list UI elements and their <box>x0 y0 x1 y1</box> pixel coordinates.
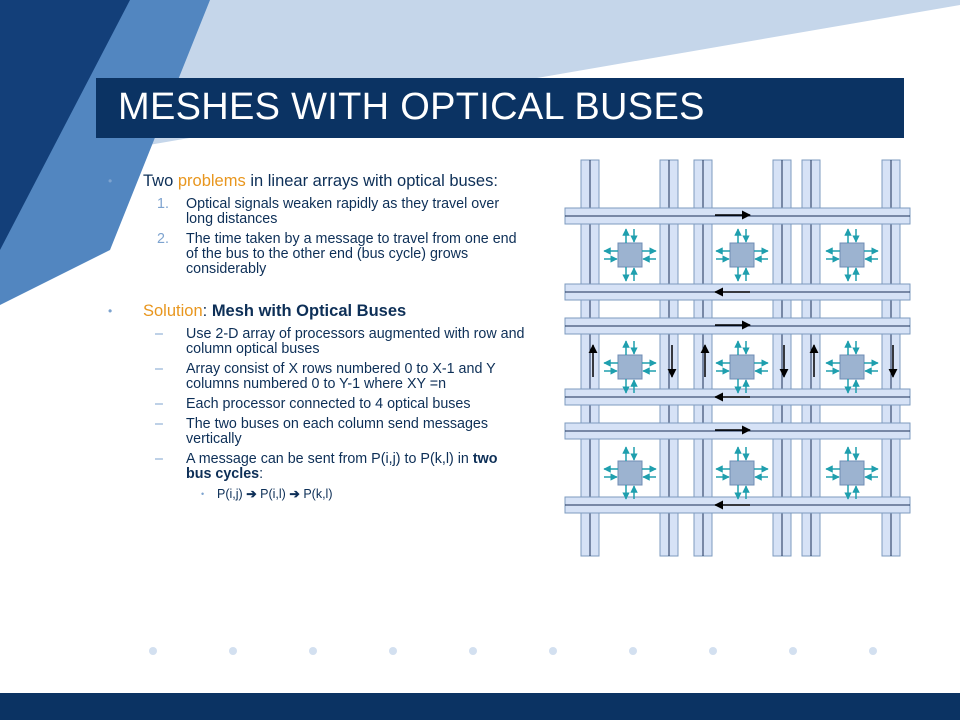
decorative-dots <box>149 647 877 655</box>
title-bar <box>96 78 904 138</box>
dash-item-4: – The two buses on each column send messages vertically <box>155 416 488 447</box>
numbered-item-1: 1. Optical signals weaken rapidly as they travel over long distances <box>157 196 500 227</box>
two-bus-cycles: two bus cycles <box>186 451 498 482</box>
optical-bus-mesh-diagram <box>560 155 920 565</box>
processor-square <box>840 243 864 267</box>
processor-node <box>826 341 878 393</box>
processor-node <box>716 341 768 393</box>
processor-node <box>604 341 656 393</box>
bullet-dot: • <box>108 174 113 188</box>
processor-node <box>716 229 768 281</box>
dash-item-2: – Array consist of X rows numbered 0 to X-1 and Y columns numbered 0 to Y-1 where XY =n <box>155 361 496 392</box>
highlight-problems: problems <box>177 172 246 190</box>
dash-item-1: – Use 2-D array of processors augmented with row and column optical buses <box>155 326 525 357</box>
solution-bold-text: Mesh with Optical Buses <box>211 302 407 320</box>
processor-node <box>716 447 768 499</box>
processor-square <box>618 355 642 379</box>
numbered-item-2: 2. The time taken by a message to travel from one end of the bus to the other end (bus cycle) grows considerably <box>157 231 517 277</box>
highlight-solution: Solution <box>143 302 203 320</box>
bullet-solution: • Solution: Mesh with Optical Buses <box>108 302 407 320</box>
processor-square <box>618 243 642 267</box>
slide-title: MESHES WITH OPTICAL BUSES <box>118 86 705 128</box>
processor-square <box>730 461 754 485</box>
dash-item-3: – Each processor connected to 4 optical buses <box>155 396 471 412</box>
bullet-problems: • Two problems in linear arrays with optical buses: <box>108 172 498 190</box>
processor-square <box>840 461 864 485</box>
right-arrow-icon: ➔ <box>246 487 257 501</box>
slide-content <box>105 172 525 501</box>
processor-square <box>840 355 864 379</box>
bullet-dot: • <box>108 304 113 318</box>
processor-node <box>604 447 656 499</box>
route-subitem: • P(i,j) ➔ P(i,l) ➔ P(k,l) <box>201 487 333 501</box>
right-arrow-icon: ➔ <box>289 487 300 501</box>
processor-node <box>826 229 878 281</box>
footer-bar <box>0 693 960 720</box>
processor-node <box>604 229 656 281</box>
processor-square <box>730 355 754 379</box>
processor-square <box>730 243 754 267</box>
dash-item-5: – A message can be sent from P(i,j) to P(k,l) in two bus cycles: <box>155 451 498 482</box>
processor-square <box>618 461 642 485</box>
processor-node <box>826 447 878 499</box>
